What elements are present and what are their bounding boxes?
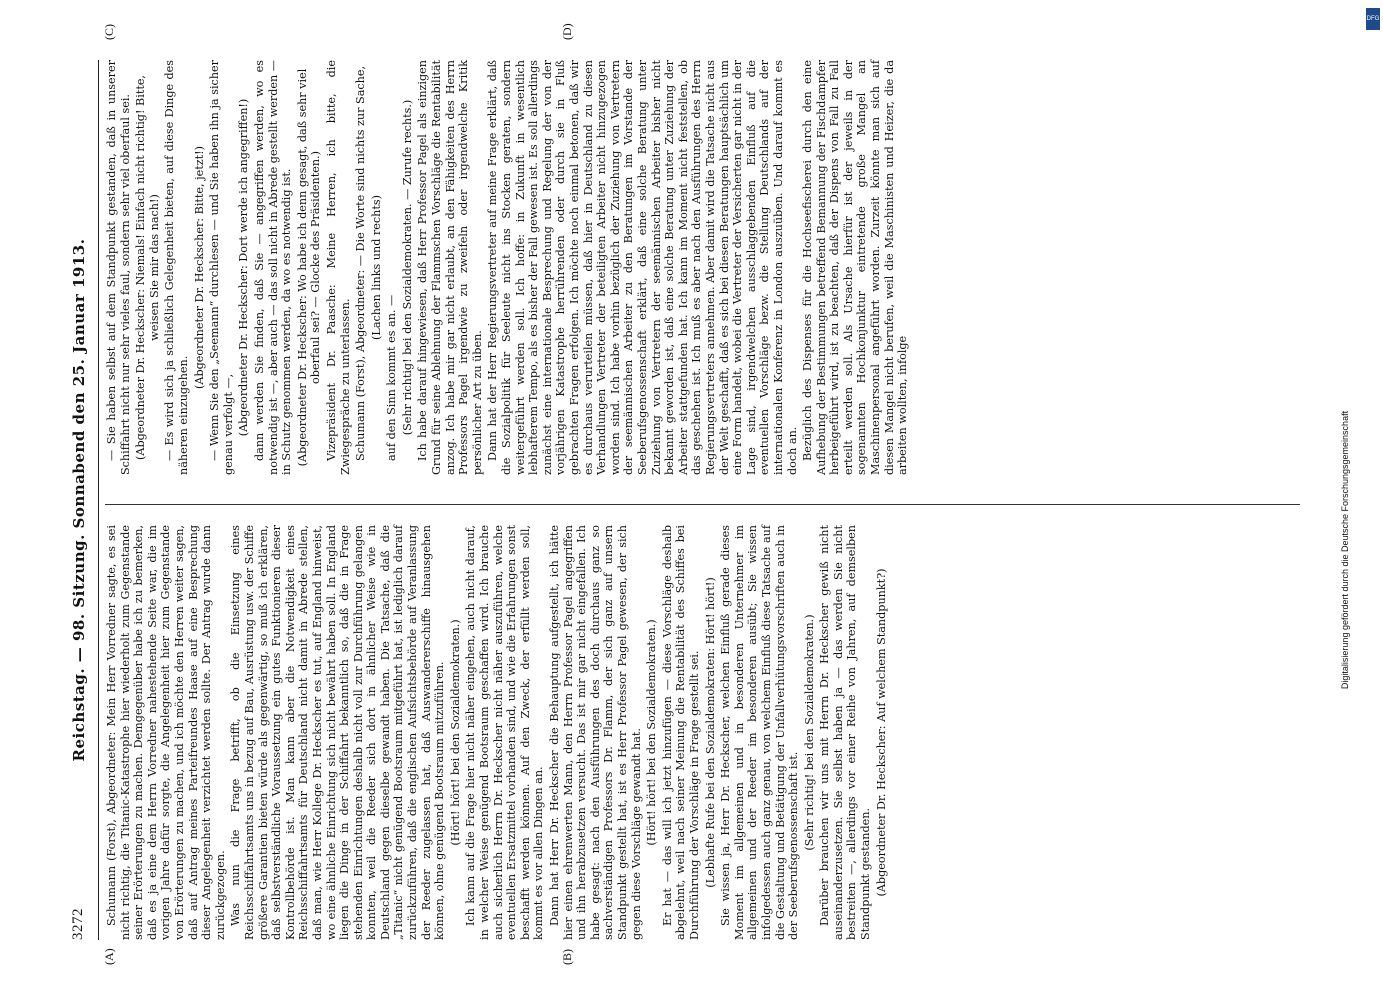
paragraph: auf den Sinn kommt es an. —: [385, 294, 399, 461]
paragraph: Er hat — das will ich jetzt hinzufügen — diese Vorschläge deshalb abgelehnt, weil nach seiner Meinung die Rentabilität des Schiffes bei Durchführung der Vorschläge in Frage gestellt sei.: [660, 525, 701, 940]
paragraph: Darüber brauchen wir uns mit Herrn Dr. Heckscher gewiß nicht auseinanderzusetzen. Sie selbst haben ja — das werden Sie nicht bestreiten —, allerdings vor einer Reihe von Jahren, auf demselben Standpunkt gestanden.: [818, 525, 873, 940]
paragraph: — Sie haben selbst auf dem Standpunkt gestanden, daß in unserer Schiffahrt nicht nur sehr vieles faul, sondern sehr viel oberfaul sei.: [105, 60, 132, 475]
margin-marker-d: (D): [560, 23, 574, 40]
paragraph: Was nun die Frage betrifft, ob die Einsetzung eines Reichsschiffahrtsamts uns in bezug auf Bau, Ausrüstung usw. der Schiffe größere Garantien bieten würde als gegenwärtig, so muß ich erklären, daß selbstverständliche Voraussetzung ein gutes Funktionieren dieser Kontrollbehörde ist. Man kann aber die Notwendigkeit eines Reichsschiffahrtsamts für Deutschland nicht damit in Abrede stellen, daß man, wie Herr Kollege Dr. Heckscher es tut, auf England hinweist, wo eine ähnliche Einrichtung sich nicht bewährt haben soll. In England liegen die Dinge in der Schiffahrt bekanntlich so, daß die in Frage stehenden Einrichtungen deshalb nicht voll zur Durchführung gelangen konnten, weil die Reeder sich dort in ähnlicher Weise wie in Deutschland gegen dieselbe gewandt haben. Die Tatsache, daß die „Titanic“ nicht genügend Bootsraum mitgeführt hat, ist lediglich darauf zurückzuführen, daß die englischen Aufsichtsbehörde auf Veranlassung der Reeder zugelassen hat, daß Auswandererschiffe hinausgehen können, ohne genügend Bootsraum mitzuführen.: [229, 525, 447, 940]
margin-marker-c: (C): [102, 24, 116, 40]
left-column: [105, 525, 888, 940]
margin-marker-b: (B): [560, 949, 574, 965]
dfg-logo: DFG: [1366, 8, 1380, 30]
digitization-credit: [1340, 120, 1380, 980]
column-divider: [105, 504, 1300, 505]
margin-marker-a: (A): [102, 948, 116, 965]
page-header: [70, 60, 94, 940]
page-number: 3272: [70, 908, 86, 940]
interjection: (Lachen links und rechts): [369, 195, 383, 340]
paragraph: Bezüglich des Dispenses für die Hochseefischerei durch den eine Aufhebung der Bestimmungen betreffend Bemannung der Fischdampfer herbeigeführt wird, ist zu beachten, daß der Dispens von Fall zu Fall erteilt werden soll. Als Ursache hierfür ist der jeweils in der sogenannten Hochkonjunktur eintretende große Mangel an Maschinenpersonal angeführt worden. Zurzeit könnte man sich auf diesen Mangel nicht berufen, weil die Maschinisten und Heizer, die da arbeiten wollten, infolge: [801, 60, 910, 475]
paragraph: — Wenn Sie den „Seemann“ durchlesen — und Sie haben ihn ja sicher genau verfolgt —,: [208, 60, 235, 475]
right-column: [105, 60, 1305, 475]
interjection: (Abgeordneter Dr. Heckscher: Bitte, jetzt!): [192, 146, 206, 389]
interjection: (Abgeordneter Dr. Heckscher: Auf welchem Standpunkt?): [874, 568, 888, 897]
interjection: (Sehr richtig! bei den Sozialdemokraten. — Zurufe rechts.): [400, 99, 414, 436]
page-title: Reichstag. — 98. Sitzung. Sonnabend den 25. Januar 1913.: [70, 238, 88, 762]
header-rule: [98, 60, 99, 940]
paragraph: Ich habe darauf hingewiesen, daß Herr Professor Pagel als einzigen Grund für seine Ablehnung der Flammschen Vorschläge die Rentabilität anzog. Ich habe mir gar nicht erlaubt, an den Fähigkeiten des Herrn Professors Pagel irgendwie zu zweifeln oder irgendwelche Kritik persönlicher Art zu üben.: [416, 60, 484, 475]
interjection: (Sehr richtig! bei den Sozialdemokraten.): [802, 614, 816, 851]
paragraph: Schumann (Forst), Abgeordneter: — Die Worte sind nichts zur Sache,: [354, 65, 368, 461]
credit-text: Digitalisierung gefördert durch die Deutsche Forschungsgemeinschaft: [1340, 410, 1350, 690]
paragraph: Dann hat der Herr Regierungsvertreter auf meine Frage erklärt, daß die Sozialpolitik für Seeleute nicht ins Stocken geraten, sondern weitergeführt werden soll. Ich hoffe: in Zukunft in wesentlich lebhafterem Tempo, als es bisher der Fall gewesen ist. Es soll allerdings zunächst eine internationale Besprechung und Regelung der von der vorjährigen Katastrophe herrührenden oder durch sie in Fluß gebrachten Fragen erfolgen. Ich möchte noch einmal betonen, daß wir es durchaus verurteilen müssen, daß hier in Deutschland zu diesen Verhandlungen Vertreter der beteiligten Arbeiter nicht hinzugezogen worden sind. Ich habe vorhin bezüglich der Zuziehung von Vertretern der seemännischen Arbeiter zu den Beratungen im Vorstande der Seeberufsgenossenschaft erklärt, daß eine solche Beratung unter Zuziehung von Vertretern der seemännischen Arbeiter bisher nicht bekannt geworden ist, daß eine solche Beratung unter Zuziehung der Arbeiter stattgefunden hat. Ich kann im Moment nicht feststellen, ob das geschehen ist. Ich muß es aber nach den Ausführungen des Herrn Regierungsvertreters annehmen. Aber damit wird die Tatsache nicht aus der Welt geschafft, daß es sich bei diesen Beratungen hauptsächlich um eine Form handelt, wobei die Vertreter der Versicherten gar nicht in der Lage sind, irgendwelchen ausschlaggebenden Einfluß auf die eventuellen Vorschläge bezw. die Stellung Deutschlands auf der internationalen Konferenz in London auszuüben. Und darauf kommt es doch an.: [486, 60, 799, 475]
paragraph: Vizepräsident Dr. Paasche: Meine Herren, ich bitte, die Zwiegespräche zu unterlassen.: [324, 60, 352, 475]
interjection: (Hört! hört! bei den Sozialdemokraten.): [448, 619, 462, 846]
interjection: (Abgeordneter Dr. Heckscher: Niemals! Einfach nicht richtig! Bitte, weisen Sie mir das nach!): [134, 75, 161, 460]
paragraph: — Es wird sich ja schließlich Gelegenheit bieten, auf diese Dinge des näheren einzugehen.: [163, 60, 190, 475]
paragraph: Sie wissen ja, Herr Dr. Heckscher, welchen Einfluß gerade dieses Moment im allgemeinen und in besonderen Unternehmer im allgemeinen und der Reeder im besonderen ausübt; Sie wissen infolgedessen auch ganz genau, von welchem Einfluß diese Tatsache auf die Gestaltung und Betätigung der Unfallverhütungsvorschriften auch in der Seeberufsgenossenschaft ist.: [719, 525, 801, 940]
paragraph: Dann hat Herr Dr. Heckscher die Behauptung aufgestellt, ich hätte hier einen ehrenwerten Mann, den Herrn Professor Pagel angegriffen und ihn herabzusetzen versucht. Das ist mir gar nicht eingefallen. Ich habe gesagt: nach den Ausführungen des doch durchaus ganz so sachverständigen Professors Dr. Flamm, der sich ganz auf unsern Standpunkt gestellt hat, ist es Herr Professor Pagel gewesen, der sich gegen diese Vorschläge gewandt hat.: [548, 525, 643, 940]
interjection: (Lebhafte Rufe bei den Sozialdemokraten: Hört! hört!): [703, 577, 717, 888]
interjection: (Abgeordneter Dr. Heckscher: Wo habe ich denn gesagt, daß sehr viel oberfaul sei? — Glocke des Präsidenten.): [295, 68, 323, 467]
interjection: (Abgeordneter Dr. Heckscher: Dort werde ich angegriffen!): [237, 98, 251, 437]
paragraph: Ich kann auf die Frage hier nicht näher eingehen, auch nicht darauf, in welcher Weise genügend Bootsraum geschaffen wird. Ich brauche auch sicherlich Herrn Dr. Heckscher nicht näher auszuführen, welche eventuellen Ersatzmittel vorhanden sind, und wie die Erfahrungen sonst beschafft werden können. Auf den Zweck, der erfüllt werden soll, kommt es vor allen Dingen an.: [464, 525, 546, 940]
interjection: (Hört! hört! bei den Sozialdemokraten.): [645, 619, 659, 846]
paragraph: dann werden Sie finden, daß Sie — angegriffen werden, wo es notwendig ist —, aber auch — das soll nicht in Abrede gestellt werden — in Schutz genommen werden, da wo es notwendig ist.: [252, 60, 294, 475]
paragraph: Schumann (Forst), Abgeordneter: Mein Herr Vorredner sagte, es sei nicht richtig, die Titanic-Katastrophe hier wiederholt zum Gegenstande seiner Erörterungen zu machen. Demgegenüber habe ich zu bemerken, daß es ja eine dem Herrn Vorredner nahestehende Seite war, die im vorigen Jahre dafür sorgte, die Angelegenheit hier zum Gegenstande von Erörterungen zu machen, und ich möchte den Herren weiter sagen, daß auf Antrag meines Parteifreundes Haase auf eine Besprechung dieser Angelegenheit verzichtet werden sollte. Der Antrag wurde dann zurückgezogen.: [105, 525, 227, 940]
